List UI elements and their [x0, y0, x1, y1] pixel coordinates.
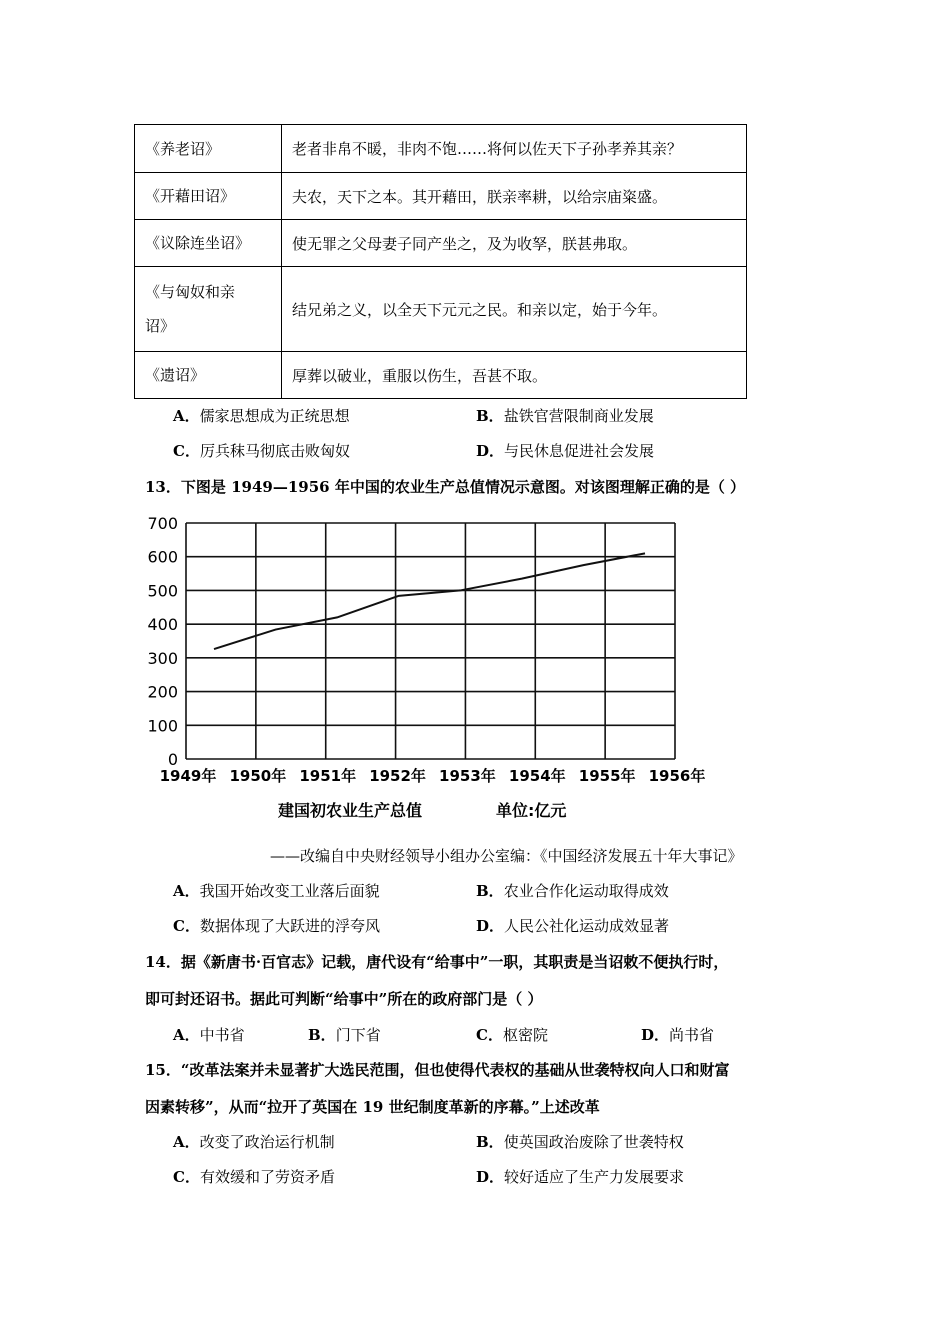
q14-option-a [173, 1024, 245, 1045]
y-axis-ticks [147, 514, 178, 769]
table-row [135, 352, 747, 399]
q15-option-d [476, 1166, 684, 1187]
chart-unit: 单位:亿元 [496, 801, 567, 820]
x-tick-label: 1950年 [229, 767, 287, 785]
option-letter: D． [641, 1026, 670, 1044]
q15-option-b [476, 1131, 684, 1152]
edict-text: 厚葬以破业，重服以伤生，吾甚不取。 [282, 352, 747, 399]
edicts-table [134, 124, 747, 399]
y-tick-label: 600 [147, 547, 178, 567]
option-letter: A． [173, 1133, 200, 1151]
edict-title-line1: 《与匈奴和亲 [145, 283, 236, 301]
x-tick-label: 1949年 [159, 767, 217, 785]
option-letter: A． [173, 407, 200, 425]
series-line [214, 553, 645, 649]
chart-source: ——改编自中央财经领导小组办公室编：《中国经济发展五十年大事记》 [270, 847, 743, 865]
edict-title-line2: 诏》 [145, 317, 176, 335]
edict-text: 结兄弟之义，以全天下元元之民。和亲以定，始于今年。 [282, 267, 747, 352]
q14-option-b [308, 1024, 381, 1045]
q15-option-a [173, 1131, 335, 1152]
option-letter: D． [476, 442, 505, 460]
option-letter: C． [476, 1026, 503, 1044]
option-text: 较好适应了生产力发展要求 [504, 1168, 685, 1186]
table-row [135, 220, 747, 267]
option-letter: B． [308, 1026, 336, 1044]
edict-title: 《养老诏》 [135, 125, 282, 173]
x-tick-label: 1953年 [439, 767, 496, 785]
table-row [135, 173, 747, 220]
option-text: 中书省 [199, 1026, 245, 1044]
option-letter: A． [173, 1026, 200, 1044]
option-letter: B． [476, 882, 504, 900]
y-tick-label: 700 [147, 514, 178, 533]
option-letter: D． [476, 917, 505, 935]
q13-option-b [476, 880, 669, 901]
table-row [135, 267, 747, 352]
x-tick-label: 1954年 [508, 767, 566, 785]
q13-stem: 13．下图是 1949—1956 年中国的农业生产总值情况示意图。对该图理解正确的是（ ） [145, 478, 746, 496]
q12-option-c [173, 440, 350, 461]
series-points [214, 553, 645, 649]
option-letter: B． [476, 1133, 504, 1151]
q14-stem-line1: 14．据《新唐书·百官志》记载，唐代设有“给事中”一职，其职责是当诏敕不便执行时， [145, 953, 729, 971]
chart-title: 建国初农业生产总值 [278, 801, 423, 820]
y-tick-label: 200 [147, 682, 178, 702]
y-tick-label: 300 [147, 648, 178, 668]
edict-text: 夫农，天下之本。其开藉田，朕亲率耕，以给宗庙粢盛。 [282, 173, 747, 220]
edict-title: 《议除连坐诏》 [135, 220, 282, 267]
edict-title: 《遗诏》 [135, 352, 282, 399]
x-tick-label: 1956年 [648, 767, 706, 785]
option-text: 使英国政治废除了世袭特权 [503, 1133, 684, 1151]
option-text: 儒家思想成为正统思想 [199, 407, 350, 425]
x-tick-label: 1952年 [369, 767, 426, 785]
option-text: 改变了政治运行机制 [199, 1133, 335, 1151]
q13-option-a [173, 880, 380, 901]
q13-option-c [173, 915, 380, 936]
q14-stem-line2: 即可封还诏书。据此可判断“给事中”所在的政府部门是（ ） [145, 990, 543, 1008]
q14-option-c [476, 1024, 548, 1045]
q15-stem-line1: 15．“改革法案并未显著扩大选民范围，但也使得代表权的基础从世袭特权向人口和财富 [145, 1061, 730, 1079]
y-tick-label: 100 [147, 716, 178, 736]
q15-stem-line2: 因素转移”，从而“拉开了英国在 19 世纪制度革新的序幕。”上述改革 [145, 1098, 600, 1116]
option-text: 我国开始改变工业落后面貌 [199, 882, 380, 900]
option-text: 门下省 [335, 1026, 381, 1044]
agri-output-chart [138, 510, 706, 830]
option-letter: C． [173, 917, 200, 935]
option-text: 尚书省 [669, 1026, 715, 1044]
x-tick-label: 1955年 [578, 767, 636, 785]
q14-option-d [641, 1024, 714, 1045]
y-tick-label: 400 [147, 615, 178, 635]
option-letter: B． [476, 407, 504, 425]
edict-text: 老者非帛不暖，非肉不饱……将何以佐天下子孙孝养其亲？ [282, 125, 747, 173]
q15-option-c [173, 1166, 335, 1187]
option-text: 农业合作化运动取得成效 [503, 882, 669, 900]
y-tick-label: 0 [167, 750, 178, 769]
option-letter: D． [476, 1168, 505, 1186]
option-text: 盐铁官营限制商业发展 [503, 407, 654, 425]
x-axis-ticks [160, 767, 706, 785]
option-text: 枢密院 [502, 1026, 548, 1044]
q12-option-d [476, 440, 654, 461]
q12-option-b [476, 405, 654, 426]
option-letter: A． [173, 882, 200, 900]
option-text: 人民公社化运动成效显著 [504, 917, 670, 935]
y-tick-label: 500 [147, 581, 178, 601]
option-letter: C． [173, 1168, 200, 1186]
option-text: 数据体现了大跃进的浮夸风 [199, 917, 380, 935]
table-row [135, 125, 747, 173]
option-text: 与民休息促进社会发展 [504, 442, 655, 460]
chart-grid [186, 523, 675, 759]
edict-text: 使无罪之父母妻子同产坐之，及为收孥，朕甚弗取。 [282, 220, 747, 267]
edict-title [135, 267, 282, 352]
option-text: 厉兵秣马彻底击败匈奴 [199, 442, 350, 460]
x-tick-label: 1951年 [299, 767, 357, 785]
option-letter: C． [173, 442, 200, 460]
option-text: 有效缓和了劳资矛盾 [199, 1168, 335, 1186]
q13-option-d [476, 915, 669, 936]
q12-option-a [173, 405, 350, 426]
edict-title: 《开藉田诏》 [135, 173, 282, 220]
